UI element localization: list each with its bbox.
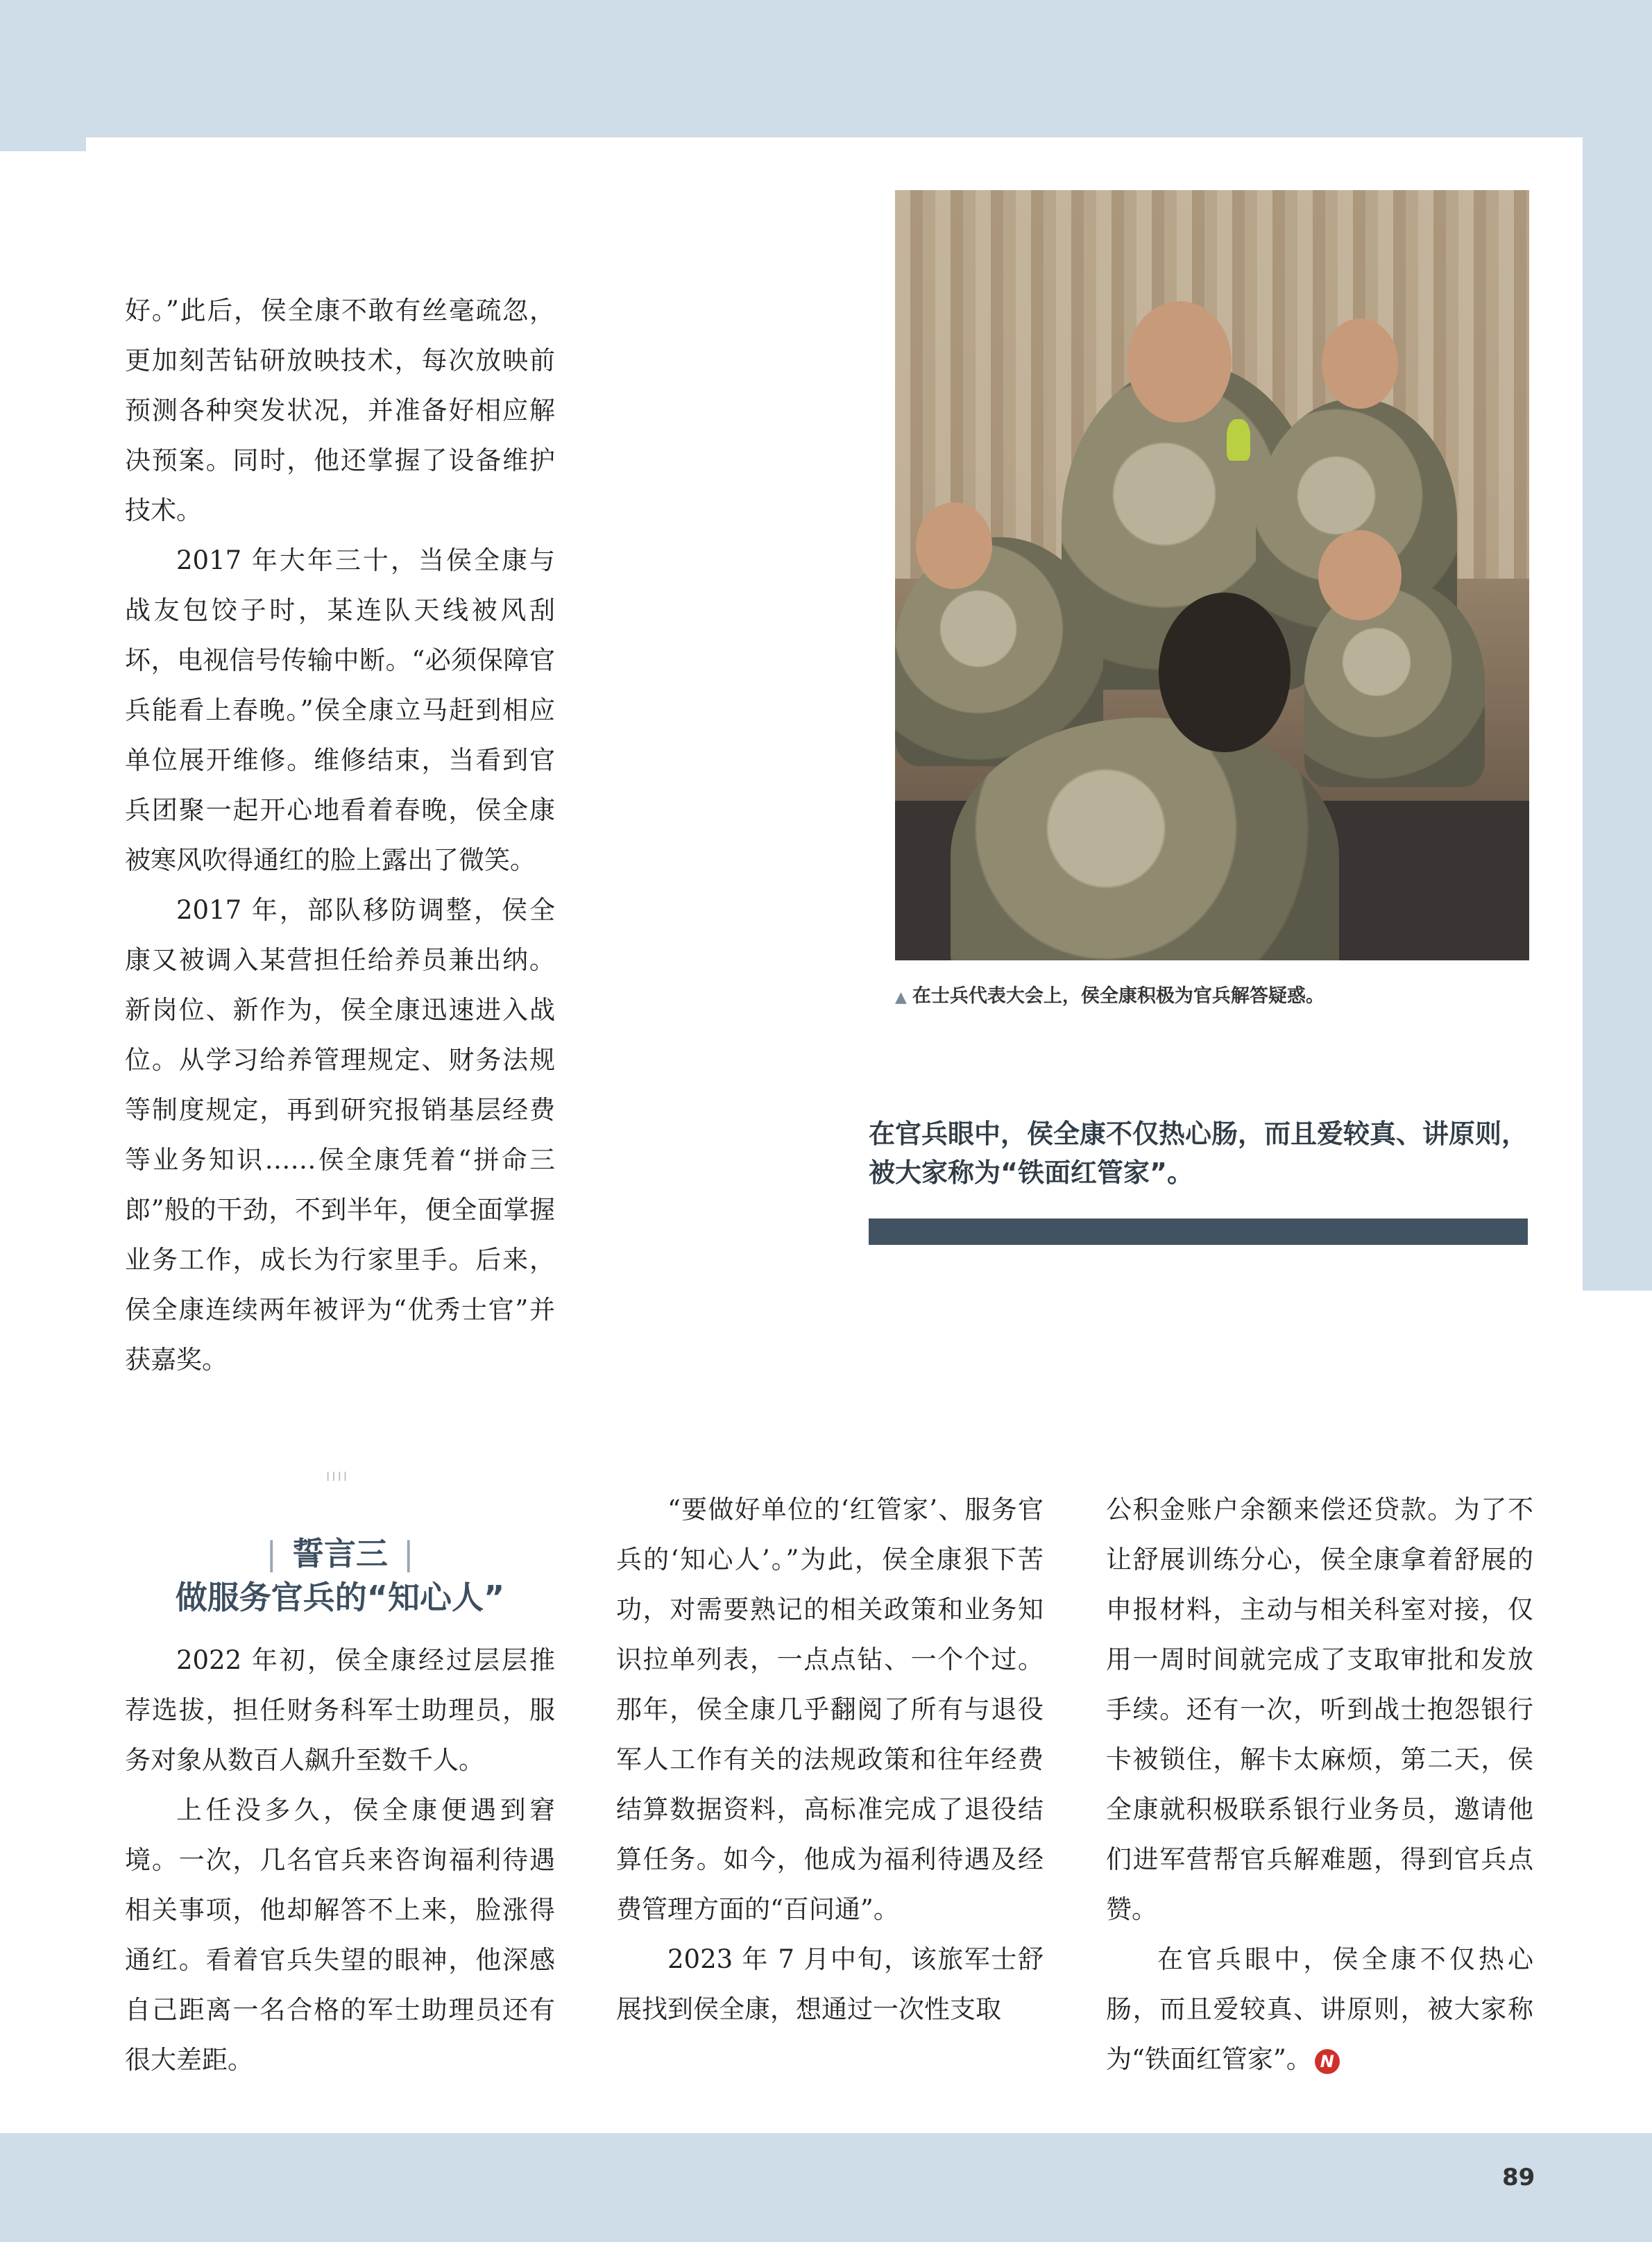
seated-soldier [1304, 579, 1485, 787]
section-heading: | 誓言三 | 做服务官兵的“知心人” [125, 1532, 555, 1620]
paragraph: 2017 年大年三十，当侯全康与战友包饺子时，某连队天线被风刮坏，电视信号传输中断。“必须保障官兵能看上春晚。”侯全康立马赶到相应单位展开维修。维修结束，当看到官兵团聚一起开心地看着春晚，侯全康被寒风吹得通红的脸上露出了微笑。 [125, 545, 555, 875]
triangle-icon: ▲ [895, 989, 907, 1006]
soldier-head [1127, 301, 1232, 423]
pull-quote-bar [869, 1218, 1528, 1245]
photo-caption-text: 在士兵代表大会上，侯全康积极为官兵解答疑惑。 [912, 985, 1325, 1007]
meeting-photo [895, 190, 1529, 960]
section-heading-subtitle: 做服务官兵的“知心人” [175, 1579, 505, 1616]
section-separator: IIII [326, 1470, 350, 1484]
photo-caption [895, 980, 1325, 1008]
soldier-head [916, 502, 992, 589]
microphone-icon [1227, 419, 1250, 461]
right-column [1106, 1485, 1533, 2084]
paragraph: 上任没多久，侯全康便遇到窘境。一次，几名官兵来咨询福利待遇相关事项，他却解答不上来，脸涨得通红。看着官兵失望的眼神，他深感自己距离一名合格的军士助理员还有很大差距。 [125, 1795, 555, 2075]
paragraph: “要做好单位的‘红管家’、服务官兵的‘知心人’。”为此，侯全康狠下苦功，对需要熟记的相关政策和业务知识拉单列表，一点点钻、一个个过。那年，侯全康几乎翻阅了所有与退役军人工作有关的法规政策和往年经费结算数据资料，高标准完成了退役结算任务。如今，他成为福利待遇及经费管理方面的“百问通”。 [616, 1495, 1044, 1924]
page-sheet-left [0, 151, 86, 2133]
paragraph [1106, 1935, 1533, 2084]
section-heading-title: 誓言三 [292, 1535, 388, 1572]
end-mark-icon: N [1315, 2049, 1340, 2074]
left-column-bottom [125, 1636, 555, 2085]
paragraph: 2023 年 7 月中旬，该旅军士舒展找到侯全康，想通过一次性支取 [616, 1944, 1044, 2024]
middle-column [616, 1485, 1044, 2035]
paragraph: 2017 年，部队移防调整，侯全康又被调入某营担任给养员兼出纳。新岗位、新作为，侯全康迅速进入战位。从学习给养管理规定、财务法规等制度规定，再到研究报销基层经费等业务知识……侯全康凭着“拼命三郎”般的干劲，不到半年，便全面掌握业务工作，成长为行家里手。后来，侯全康连续两年被评为“优秀士官”并获嘉奖。 [125, 895, 555, 1375]
soldier-head [1322, 319, 1398, 409]
page-number: 89 [1502, 2164, 1535, 2191]
soldier-head [1159, 593, 1291, 752]
paragraph: 公积金账户余额来偿还贷款。为了不让舒展训练分心，侯全康拿着舒展的申报材料，主动与相关科室对接，仅用一周时间就完成了支取审批和发放手续。还有一次，听到战士抱怨银行卡被锁住，解卡太麻烦，第二天，侯全康就积极联系银行业务员，邀请他们进军营帮官兵解难题，得到官兵点赞。 [1106, 1495, 1533, 1924]
paragraph: 好。”此后，侯全康不敢有丝毫疏忽，更加刻苦钻研放映技术，每次放映前预测各种突发状况，并准备好相应解决预案。同时，他还掌握了设备维护技术。 [125, 296, 555, 525]
paragraph-text: 在官兵眼中，侯全康不仅热心肠，而且爱较真、讲原则，被大家称为“铁面红管家”。 [1106, 1944, 1533, 2074]
left-column-top [125, 286, 555, 1385]
soldier-head [1318, 530, 1402, 620]
paragraph: 2022 年初，侯全康经过层层推荐选拔，担任财务科军士助理员，服务对象从数百人飙升至数千人。 [125, 1645, 555, 1775]
pull-quote: 在官兵眼中，侯全康不仅热心肠，而且爱较真、讲原则，被大家称为“铁面红管家”。 [869, 1119, 1528, 1188]
page-sheet-right [1583, 1291, 1652, 2133]
